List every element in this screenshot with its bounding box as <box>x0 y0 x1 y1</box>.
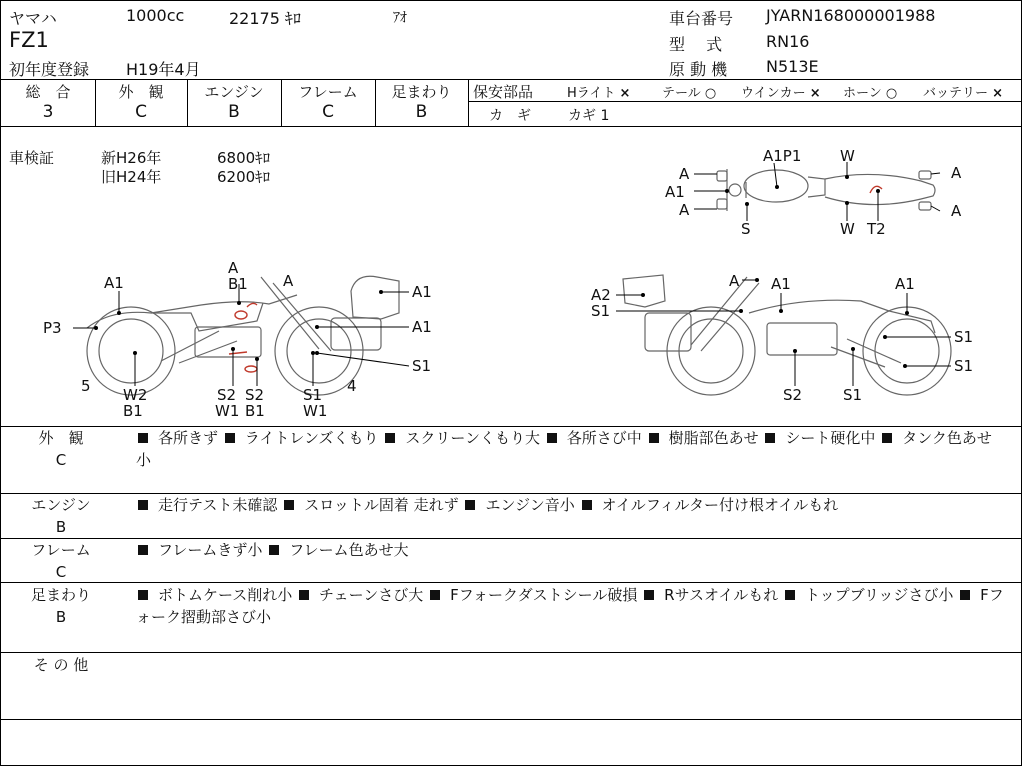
diagram-label: 5 <box>81 377 91 395</box>
note-item: 各所さび中 <box>545 429 642 447</box>
divider <box>468 101 1022 102</box>
diagram-label: A <box>951 164 962 182</box>
square-bullet-icon <box>138 433 148 443</box>
section-suspension-label: 足まわり B <box>30 586 91 626</box>
safety-item-battery: バッテリー × <box>923 86 1004 101</box>
color: ｱｵ <box>393 10 407 26</box>
section-frame-notes <box>136 539 1006 561</box>
grade-label-suspension: 足まわり <box>391 83 452 101</box>
square-bullet-icon <box>138 545 148 555</box>
square-bullet-icon <box>465 500 475 510</box>
note-item: シート硬化中 <box>763 429 875 447</box>
diagram-label: B1 <box>245 402 265 420</box>
square-bullet-icon <box>882 433 892 443</box>
square-bullet-icon <box>785 590 795 600</box>
safety-item-winker: ウインカー × <box>741 86 821 101</box>
chassis-value: JYARN168000001988 <box>766 6 936 25</box>
square-bullet-icon <box>138 500 148 510</box>
status-mark: ○ <box>885 86 898 101</box>
diagram-label: A <box>679 201 690 219</box>
first-reg-label: 初年度登録 <box>9 60 90 79</box>
note-item: Fフォークダストシール破損 <box>428 586 637 604</box>
displacement: 1000cc <box>126 6 185 25</box>
dent-mark <box>245 366 257 372</box>
status-mark: × <box>619 86 631 101</box>
diagram-label: B1 <box>123 402 143 420</box>
diagram-label: W2 <box>123 386 148 404</box>
square-bullet-icon <box>284 500 294 510</box>
divider <box>1 652 1022 653</box>
square-bullet-icon <box>765 433 775 443</box>
grade-value-suspension: B <box>415 102 428 122</box>
note-item: ボトムケース削れ小 <box>136 586 292 604</box>
note-item: スロットル固着 走れず <box>282 496 458 514</box>
diagram-label: A <box>283 272 294 290</box>
square-bullet-icon <box>430 590 440 600</box>
square-bullet-icon <box>644 590 654 600</box>
engine-label: 原 動 機 <box>669 60 728 79</box>
diagram-label: S1 <box>303 386 323 404</box>
square-bullet-icon <box>269 545 279 555</box>
diagram-label: A <box>951 202 962 220</box>
diagram-label: W1 <box>303 402 328 420</box>
grade-value-frame: C <box>322 102 334 122</box>
divider <box>1 582 1022 583</box>
key-label: カ ギ <box>489 108 531 124</box>
inspection-label: 車検証 <box>9 149 55 167</box>
mileage: 22175 ｷﾛ <box>229 9 301 28</box>
motorcycle-damage-diagram <box>1 127 1022 427</box>
diagram-label: S <box>741 220 751 238</box>
engine-value: N513E <box>766 57 819 76</box>
divider <box>1 719 1022 720</box>
dent-mark <box>235 311 247 319</box>
note-item: タンク色あせ小 <box>136 429 992 469</box>
type-value: RN16 <box>766 32 810 51</box>
model-name: FZ1 <box>9 28 49 52</box>
note-item: ライトレンズくもり <box>223 429 379 447</box>
section-engine-label: エンジン B <box>31 496 91 536</box>
key-value: カギ 1 <box>568 108 610 124</box>
diagram-label: S2 <box>245 386 265 404</box>
diagram-label: 4 <box>347 377 357 395</box>
diagram-label: W <box>840 147 855 165</box>
note-item: フレーム色あせ大 <box>267 541 408 559</box>
scratch-mark <box>247 303 257 307</box>
type-label: 型 式 <box>669 35 723 54</box>
safety-label: 保安部品 <box>473 83 534 101</box>
diagram-label: A1 <box>665 183 685 201</box>
diagram-label: S1 <box>843 386 863 404</box>
note-item: 走行テスト未確認 <box>136 496 277 514</box>
status-mark: × <box>992 86 1004 101</box>
divider <box>468 79 469 126</box>
diagram-label: A1 <box>412 283 432 301</box>
diagram-label: A1 <box>412 318 432 336</box>
section-exterior-label: 外 観 C <box>38 429 84 469</box>
diagram-label: A <box>729 272 740 290</box>
diagram-label: A <box>679 165 690 183</box>
first-reg-value: H19年4月 <box>126 60 201 79</box>
top-view-bike <box>717 169 935 211</box>
diagram-label: T2 <box>867 220 886 238</box>
diagram-label: A1 <box>104 274 124 292</box>
diagram-label: A1 <box>771 275 791 293</box>
maker: ヤマハ <box>9 9 57 28</box>
square-bullet-icon <box>582 500 592 510</box>
grade-label-frame: フレーム <box>298 83 358 101</box>
square-bullet-icon <box>138 590 148 600</box>
safety-item-horn: ホーン ○ <box>843 86 898 101</box>
scratch-mark <box>229 352 247 354</box>
square-bullet-icon <box>225 433 235 443</box>
diagram-label: S1 <box>591 302 611 320</box>
status-mark: × <box>809 86 821 101</box>
section-engine-notes <box>136 494 1006 516</box>
safety-item-tail: テール ○ <box>662 86 717 101</box>
note-item: エンジン音小 <box>463 496 574 514</box>
grade-label-exterior: 外 観 <box>118 83 164 101</box>
grade-label-overall: 総 合 <box>25 83 71 101</box>
diagram-label: A <box>228 259 239 277</box>
diagram-label: A2 <box>591 286 611 304</box>
section-suspension-notes <box>136 584 1006 628</box>
square-bullet-icon <box>960 590 970 600</box>
diagram-label: A1P1 <box>763 147 802 165</box>
note-item: Fフォーク摺動部さび小 <box>136 586 1004 626</box>
inspection-new-label: 新H26年 <box>101 149 162 167</box>
note-item: スクリーンくもり大 <box>383 429 540 447</box>
grade-value-exterior: C <box>135 102 147 122</box>
note-item: チェーンさび大 <box>297 586 423 604</box>
diagram-label: S2 <box>217 386 237 404</box>
grade-label-engine: エンジン <box>204 83 264 101</box>
section-frame-label: フレーム C <box>31 541 91 581</box>
diagram-label: S1 <box>412 357 432 375</box>
right-side-bike <box>623 275 951 395</box>
square-bullet-icon <box>385 433 395 443</box>
diagram-label: S1 <box>954 357 974 375</box>
inspection-old-value: 6200ｷﾛ <box>217 168 271 186</box>
chassis-label: 車台番号 <box>669 9 734 28</box>
diagram-label: B1 <box>228 275 248 293</box>
square-bullet-icon <box>299 590 309 600</box>
grade-value-overall: 3 <box>42 102 54 122</box>
note-item: フレームきず小 <box>136 541 262 559</box>
note-item: 各所きず <box>136 429 218 447</box>
scratch-mark <box>870 186 882 193</box>
divider <box>1 79 1022 80</box>
section-exterior-notes <box>136 427 1006 471</box>
note-item: Rサスオイルもれ <box>642 586 778 604</box>
note-item: トップブリッジさび小 <box>783 586 953 604</box>
status-mark: ○ <box>704 86 717 101</box>
diagram-label: P3 <box>43 319 62 337</box>
diagram-label: S2 <box>783 386 803 404</box>
square-bullet-icon <box>547 433 557 443</box>
grade-value-engine: B <box>228 102 240 122</box>
square-bullet-icon <box>649 433 659 443</box>
inspection-old-label: 旧H24年 <box>101 168 162 186</box>
note-item: 樹脂部色あせ <box>647 429 759 447</box>
diagram-label: W1 <box>215 402 240 420</box>
section-other-label: そ の 他 <box>33 656 89 674</box>
diagram-label: W <box>840 220 855 238</box>
inspection-new-value: 6800ｷﾛ <box>217 149 271 167</box>
diagram-label: A1 <box>895 275 915 293</box>
safety-item-headlight: Hライト × <box>567 86 631 101</box>
diagram-label: S1 <box>954 328 974 346</box>
note-item: オイルフィルター付け根オイルもれ <box>580 496 839 514</box>
